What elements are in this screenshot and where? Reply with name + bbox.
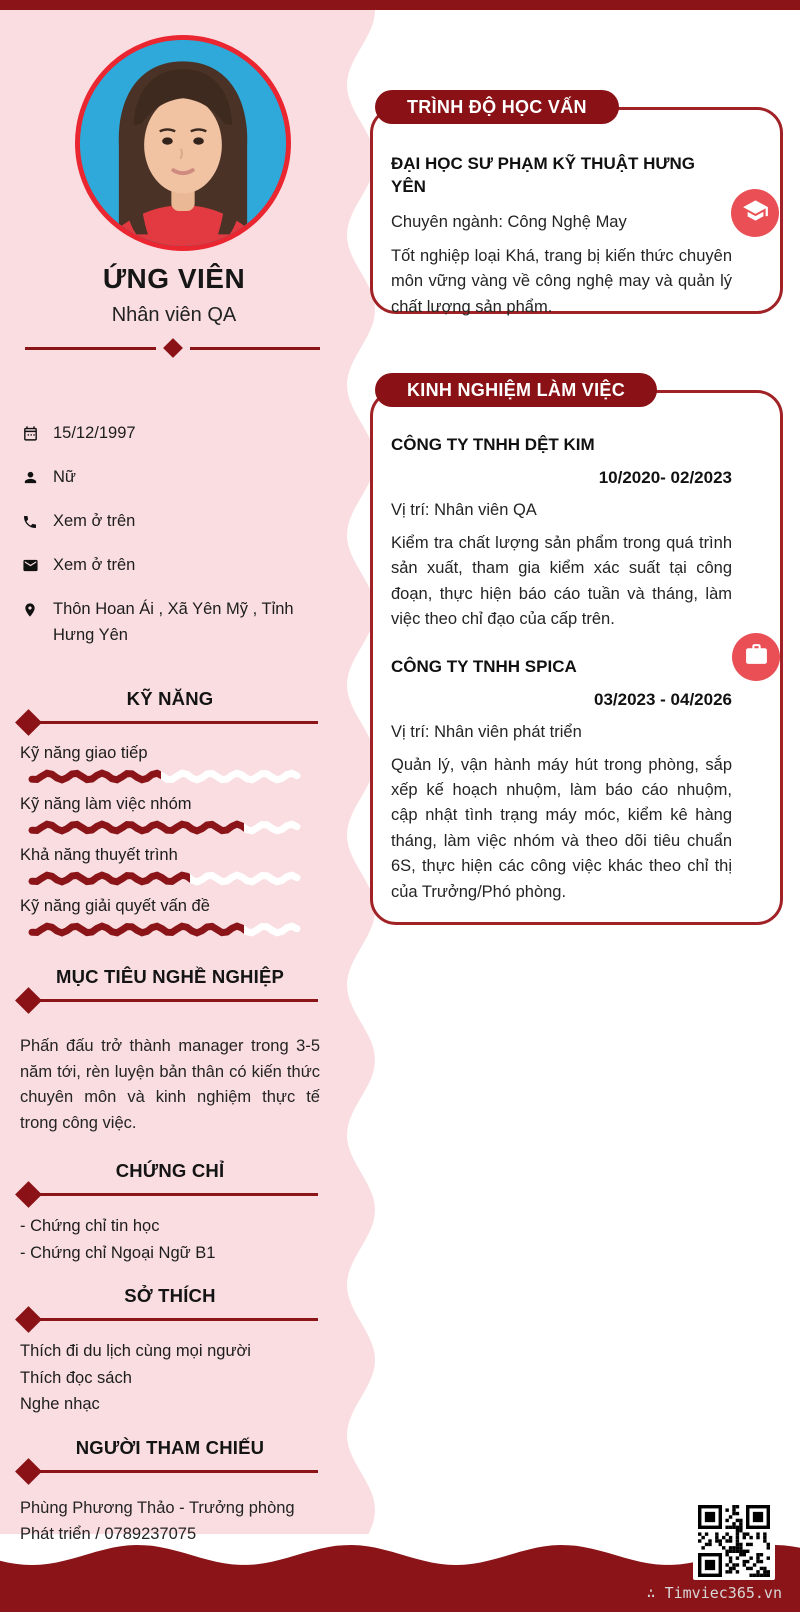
section-heading: NGƯỜI THAM CHIẾU	[75, 1437, 265, 1458]
contact-text: Xem ở trên	[53, 556, 136, 574]
skill-label: Kỹ năng làm việc nhóm	[20, 795, 192, 813]
certificate-item: - Chứng chỉ Ngoại Ngữ B1	[20, 1243, 216, 1262]
education-badge	[731, 189, 779, 237]
underline-bar	[29, 1193, 318, 1196]
experience-badge	[732, 633, 780, 681]
job-description: Quản lý, vận hành máy hút trong phòng, sắp xếp kế hoạch nhuộm, làm báo cáo nhuộm, cập nhật tình trạng máy móc, kiểm kê hàng tháng, làm việc nhóm và theo dõi tiêu chuẩn 6S, thực hiện các công việc khác theo chỉ thị của Trưởng/Phó phòng.	[391, 755, 732, 901]
contact-list	[22, 420, 322, 662]
school-name: ĐẠI HỌC SƯ PHẠM KỸ THUẬT HƯNG YÊN	[391, 154, 695, 196]
skill-bar	[28, 871, 320, 886]
divider-line-right	[190, 347, 321, 350]
email-icon	[22, 552, 40, 582]
skill-label: Kỹ năng giải quyết vấn đề	[20, 897, 210, 915]
skill-bar-svg	[28, 820, 304, 835]
briefcase-icon	[744, 642, 769, 672]
underline-bar	[29, 1318, 318, 1321]
hobby-item: Thích đọc sách	[20, 1368, 132, 1387]
education-card	[370, 107, 783, 314]
company-name: CÔNG TY TNHH SPICA	[391, 656, 577, 676]
skill-label: Khả năng thuyết trình	[20, 846, 178, 864]
skill-bar-svg	[28, 922, 304, 937]
heading-underline	[20, 712, 320, 734]
hobbies-section	[20, 1285, 320, 1418]
objective-text: Phấn đấu trở thành manager trong 3-5 năm tới, rèn luyện bản thân có kiến thức chuyên môn và kinh nghiệm thực tế trong công việc.	[20, 1037, 320, 1132]
top-accent-bar	[0, 0, 800, 10]
skill-bar	[28, 922, 320, 937]
heading-underline	[20, 1184, 320, 1206]
section-heading: KINH NGHIỆM LÀM VIỆC	[407, 379, 626, 400]
skill-label: Kỹ năng giao tiếp	[20, 744, 148, 762]
contact-text: Xem ở trên	[53, 512, 136, 530]
phone-icon	[22, 508, 40, 538]
contact-row-gender	[22, 464, 322, 494]
graduation-cap-icon	[742, 197, 769, 229]
education-heading-pill	[375, 90, 619, 124]
contact-row-email	[22, 552, 322, 582]
avatar	[75, 35, 291, 251]
section-heading: SỞ THÍCH	[124, 1285, 216, 1306]
divider-line-left	[25, 347, 156, 350]
underline-bar	[29, 1470, 318, 1473]
experience-card	[370, 390, 783, 925]
hobby-item: Thích đi du lịch cùng mọi người	[20, 1342, 251, 1360]
heading-underline	[20, 990, 320, 1012]
underline-bar	[29, 721, 318, 724]
candidate-name: ỨNG VIÊN	[102, 263, 246, 294]
hobby-item: Nghe nhạc	[20, 1395, 100, 1413]
section-heading: KỸ NĂNG	[126, 688, 214, 709]
contact-text: 15/12/1997	[53, 424, 136, 442]
reference-section	[20, 1437, 320, 1547]
skills-section	[20, 688, 320, 946]
qr-code	[693, 1502, 775, 1580]
heading-underline	[20, 1461, 320, 1483]
qr-code-image	[698, 1505, 770, 1577]
certificates-section	[20, 1160, 320, 1266]
section-heading: TRÌNH ĐỘ HỌC VẤN	[407, 96, 587, 117]
skill-bar-svg	[28, 769, 304, 784]
candidate-title: Nhân viên QA	[111, 304, 237, 326]
diamond-icon	[163, 338, 183, 358]
job-position: Vị trí: Nhân viên QA	[391, 501, 537, 519]
certificate-item: - Chứng chỉ tin học	[20, 1217, 160, 1235]
skill-bar	[28, 769, 320, 784]
experience-heading-pill	[375, 373, 657, 407]
brand-watermark: ∴ Timviec365.vn	[646, 1584, 782, 1602]
location-icon	[22, 596, 40, 648]
contact-text: Thôn Hoan Ái , Xã Yên Mỹ , Tỉnh Hưng Yên	[53, 600, 294, 644]
company-name: CÔNG TY TNHH DỆT KIM	[391, 435, 595, 454]
objective-section	[20, 966, 320, 1136]
underline-bar	[29, 999, 318, 1002]
reference-text: Phùng Phương Thảo - Trưởng phòng Phát triển / 0789237075	[20, 1499, 295, 1543]
section-heading: MỤC TIÊU NGHỀ NGHIỆP	[55, 966, 285, 987]
contact-row-address	[22, 596, 322, 648]
job-period: 10/2020- 02/2023	[598, 468, 732, 487]
skill-bar	[28, 820, 320, 835]
contact-row-birthday	[22, 420, 322, 450]
job-period: 03/2023 - 04/2026	[593, 689, 732, 709]
contact-row-phone	[22, 508, 322, 538]
major: Chuyên ngành: Công Nghệ May	[391, 213, 627, 231]
job-description: Kiểm tra chất lượng sản phẩm trong quá trình sản xuất, tham gia kiểm xác suất tại công đoạn, thực hiện báo cáo tuần và tháng, làm việc theo chỉ đạo của cấp trên.	[391, 534, 732, 629]
calendar-icon	[22, 420, 40, 450]
education-description: Tốt nghiệp loại Khá, trang bị kiến thức chuyên môn vững vàng về công nghệ may và quản lý chất lượng sản phẩm.	[391, 247, 732, 316]
person-icon	[22, 464, 40, 494]
job-position: Vị trí: Nhân viên phát triển	[391, 722, 582, 741]
avatar-illustration	[80, 40, 286, 246]
skill-bar-svg	[28, 871, 304, 886]
heading-underline	[20, 1309, 320, 1331]
name-divider	[25, 341, 320, 355]
contact-text: Nữ	[53, 468, 76, 486]
section-heading: CHỨNG CHỈ	[115, 1160, 225, 1181]
